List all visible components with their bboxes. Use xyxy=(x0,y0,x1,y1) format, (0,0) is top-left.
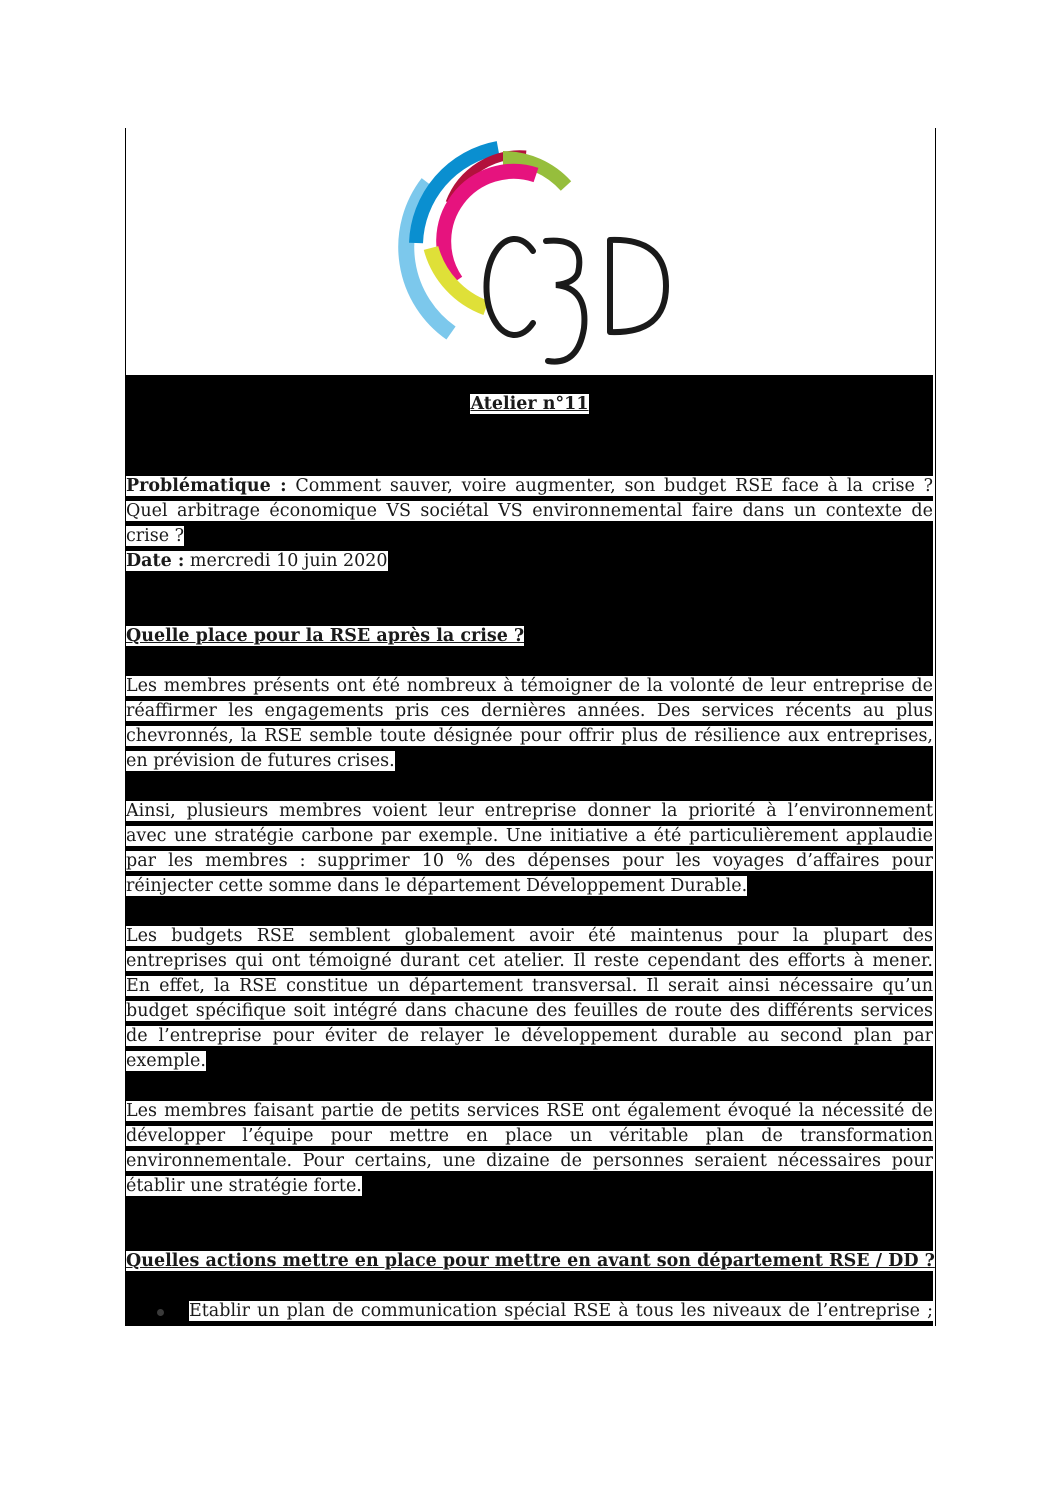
p3-line-6: exemple. xyxy=(126,1051,206,1071)
problem-line-1: Problématique : Comment sauver, voire augmenter, son budget RSE face à la crise ? xyxy=(126,476,933,496)
problem-line-2: Quel arbitrage économique VS sociétal VS environnemental faire dans un contexte de xyxy=(126,501,933,521)
p2-line-2: avec une stratégie carbone par exemple. Une initiative a été particulièrement applaudie xyxy=(126,826,933,846)
p1-line-1: Les membres présents ont été nombreux à témoigner de la volonté de leur entreprise de xyxy=(126,676,933,696)
p1-line-2: réaffirmer les engagements pris ces dernières années. Des services récents au plus xyxy=(126,701,933,721)
p4-line-4: établir une stratégie forte. xyxy=(126,1176,362,1196)
bullet-item-1: Etablir un plan de communication spécial RSE à tous les niveaux de l’entreprise ; xyxy=(189,1301,933,1321)
logo-letter-c xyxy=(486,239,533,335)
logo-letter-3 xyxy=(546,241,584,362)
p2-line-3: par les membres : supprimer 10 % des dépenses pour les voyages d’affaires pour xyxy=(126,851,933,871)
p3-line-1: Les budgets RSE semblent globalement avoir été maintenus pour la plupart des xyxy=(126,926,933,946)
p3-line-3: En effet, la RSE constitue un département transversal. Il serait ainsi nécessaire qu’un xyxy=(126,976,933,996)
problem-line-3: crise ? xyxy=(126,526,185,546)
logo-area xyxy=(126,128,933,375)
title: Atelier n°11 xyxy=(470,394,589,414)
section2-heading: Quelles actions mettre en place pour mettre en avant son département RSE / DD ? xyxy=(126,1251,935,1271)
p1-line-4: en prévision de futures crises. xyxy=(126,751,395,771)
p3-line-4: budget spécifique soit intégré dans chacune des feuilles de route des différents services xyxy=(126,1001,933,1021)
c3d-logo xyxy=(388,133,678,373)
section1-heading: Quelle place pour la RSE après la crise ? xyxy=(126,626,525,646)
bullet-dot xyxy=(157,1309,164,1316)
p4-line-1: Les membres faisant partie de petits services RSE ont également évoqué la nécessité de xyxy=(126,1101,933,1121)
p2-line-1: Ainsi, plusieurs membres voient leur entreprise donner la priorité à l’environnement xyxy=(126,801,933,821)
p1-line-3: chevronnés, la RSE semble toute désignée pour offrir plus de résilience aux entreprises, xyxy=(126,726,933,746)
date-line: Date : mercredi 10 juin 2020 xyxy=(126,551,388,571)
p2-line-4: réinjecter cette somme dans le département Développement Durable. xyxy=(126,876,748,896)
p3-line-2: entreprises qui ont témoigné durant cet atelier. Il reste cependant des efforts à mener. xyxy=(126,951,933,971)
logo-letter-d xyxy=(610,240,666,332)
p4-line-2: développer l’équipe pour mettre en place un véritable plan de transformation xyxy=(126,1126,933,1146)
p3-line-5: de l’entreprise pour éviter de relayer le développement durable au second plan par xyxy=(126,1026,933,1046)
p4-line-3: environnementale. Pour certains, une dizaine de personnes seraient nécessaires pour xyxy=(126,1151,933,1171)
